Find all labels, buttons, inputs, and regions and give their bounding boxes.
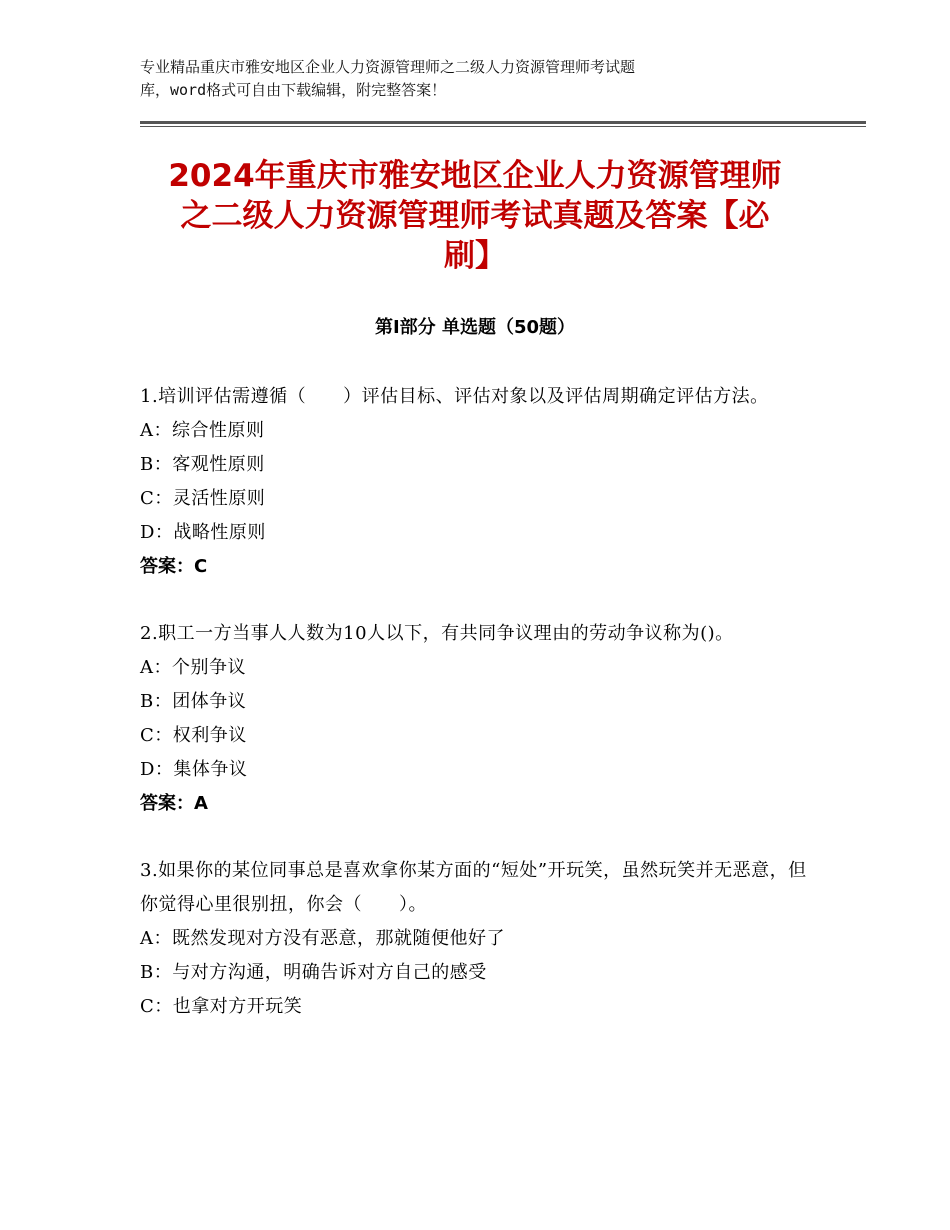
option-b: B：客观性原则 — [140, 454, 265, 475]
question-3 — [140, 854, 810, 1024]
question-stem: 3.如果你的某位同事总是喜欢拿你某方面的“短处”开玩笑，虽然玩笑并无恶意，但你觉得心里很别扭，你会（ ）。 — [140, 860, 807, 915]
option-a: A：既然发现对方没有恶意，那就随便他好了 — [140, 928, 505, 949]
option-c: C：也拿对方开玩笑 — [140, 996, 303, 1017]
title-line-3: 刷】 — [444, 238, 506, 274]
question-stem: 1.培训评估需遵循（ ）评估目标、评估对象以及评估周期确定评估方法。 — [140, 386, 769, 407]
answer-line: 答案：A — [140, 793, 208, 814]
option-c: C：灵活性原则 — [140, 488, 266, 509]
title-line-2: 之二级人力资源管理师考试真题及答案【必 — [180, 198, 770, 234]
question-2 — [140, 617, 810, 821]
header-rule-thin — [140, 126, 866, 127]
document-title — [120, 156, 830, 276]
title-line-1: 2024年重庆市雅安地区企业人力资源管理师 — [168, 158, 782, 194]
option-c: C：权利争议 — [140, 725, 247, 746]
option-a: A：综合性原则 — [140, 420, 265, 441]
question-1 — [140, 380, 810, 584]
answer-line: 答案：C — [140, 556, 208, 577]
question-stem: 2.职工一方当事人人数为10人以下，有共同争议理由的劳动争议称为()。 — [140, 623, 734, 644]
section-title: 第Ⅰ部分 单选题（50题） — [374, 317, 575, 338]
option-a: A：个别争议 — [140, 657, 246, 678]
header-note: 专业精品重庆市雅安地区企业人力资源管理师之二级人力资源管理师考试题 库，word格式可自由下载编辑，附完整答案！ — [140, 58, 636, 99]
option-b: B：团体争议 — [140, 691, 247, 712]
option-d: D：集体争议 — [140, 759, 248, 780]
question-list — [140, 380, 810, 1057]
option-d: D：战略性原则 — [140, 522, 266, 543]
option-b: B：与对方沟通，明确告诉对方自己的感受 — [140, 962, 487, 983]
header-rule-thick — [140, 121, 866, 124]
